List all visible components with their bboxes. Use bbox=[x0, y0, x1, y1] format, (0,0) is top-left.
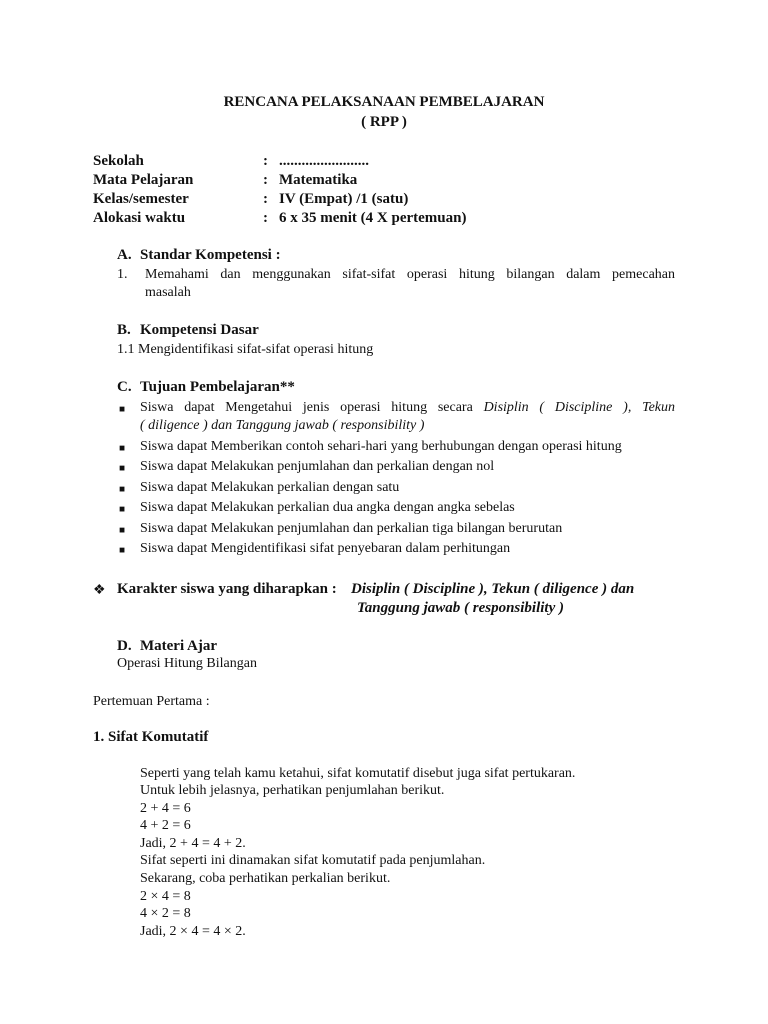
objective-item: Siswa dapat Melakukan penjumlahan dan perkalian tiga bilangan berurutan bbox=[140, 521, 563, 536]
sifat-line: Seperti yang telah kamu ketahui, sifat komutatif disebut juga sifat pertukaran. bbox=[140, 766, 576, 781]
objective-item: Siswa dapat Melakukan perkalian dua angka dengan angka sebelas bbox=[140, 500, 515, 515]
objective-item-1-line1: Siswa dapat Mengetahui jenis operasi hitung secara Disiplin ( Discipline ), Tekun bbox=[140, 400, 676, 415]
sifat-line: 2 + 4 = 6 bbox=[140, 801, 191, 816]
identity-value-kelas: IV (Empat) /1 (satu) bbox=[279, 191, 409, 207]
identity-colon: : bbox=[263, 172, 268, 188]
identity-label-alokasi: Alokasi waktu bbox=[93, 210, 186, 226]
sifat-line: 4 × 2 = 8 bbox=[140, 906, 191, 921]
document-title: RENCANA PELAKSANAAN PEMBELAJARAN bbox=[223, 94, 545, 110]
karakter-line2: Tanggung jawab ( responsibility ) bbox=[357, 600, 564, 616]
section-b-heading: Kompetensi Dasar bbox=[140, 322, 259, 338]
identity-label-sekolah: Sekolah bbox=[93, 153, 144, 169]
objective-item: Siswa dapat Memberikan contoh sehari-hari yang berhubungan dengan operasi hitung bbox=[140, 439, 622, 454]
section-a-heading: Standar Kompetensi : bbox=[140, 247, 281, 263]
section-a-item-line1: Memahami dan menggunakan sifat-sifat operasi hitung bilangan dalam pemecahan bbox=[145, 267, 675, 282]
meeting-label: Pertemuan Pertama : bbox=[93, 694, 210, 709]
karakter-line1: Disiplin ( Discipline ), Tekun ( diligence ) dan bbox=[351, 581, 635, 597]
identity-value-mata-pelajaran: Matematika bbox=[279, 172, 358, 188]
bullet-icon: ■ bbox=[119, 504, 126, 515]
objective-item: Siswa dapat Melakukan penjumlahan dan perkalian dengan nol bbox=[140, 459, 495, 474]
objective-item-1-line2: ( diligence ) dan Tanggung jawab ( responsibility ) bbox=[140, 418, 425, 433]
identity-colon: : bbox=[263, 191, 268, 207]
identity-label-kelas: Kelas/semester bbox=[93, 191, 189, 207]
identity-label-mata-pelajaran: Mata Pelajaran bbox=[93, 172, 194, 188]
sifat-line: Jadi, 2 × 4 = 4 × 2. bbox=[140, 924, 246, 939]
objective-item: Siswa dapat Mengidentifikasi sifat penyebaran dalam perhitungan bbox=[140, 541, 511, 556]
section-a-item-line2: masalah bbox=[145, 285, 191, 300]
section-d-body: Operasi Hitung Bilangan bbox=[117, 656, 257, 671]
identity-value-sekolah: ........................ bbox=[279, 153, 369, 169]
section-c-heading: Tujuan Pembelajaran** bbox=[140, 379, 295, 395]
section-b-item: 1.1 Mengidentifikasi sifat-sifat operasi hitung bbox=[117, 342, 374, 357]
section-c-letter: C. bbox=[117, 379, 132, 395]
identity-colon: : bbox=[263, 210, 268, 226]
bullet-icon: ■ bbox=[119, 545, 126, 556]
sifat-line: 4 + 2 = 6 bbox=[140, 818, 191, 833]
identity-colon: : bbox=[263, 153, 268, 169]
sifat-line: Jadi, 2 + 4 = 4 + 2. bbox=[140, 836, 246, 851]
section-a-item-number: 1. bbox=[117, 267, 128, 282]
bullet-icon: ■ bbox=[119, 525, 126, 536]
karakter-label: Karakter siswa yang diharapkan : bbox=[117, 581, 337, 597]
sifat-line: Sifat seperti ini dinamakan sifat komutatif pada penjumlahan. bbox=[140, 853, 486, 868]
diamond-bullet-icon: ❖ bbox=[93, 583, 106, 598]
document-subtitle: ( RPP ) bbox=[361, 114, 407, 130]
bullet-icon: ■ bbox=[119, 443, 126, 454]
bullet-icon: ■ bbox=[119, 463, 126, 474]
section-b-letter: B. bbox=[117, 322, 131, 338]
section-d-letter: D. bbox=[117, 638, 132, 654]
sifat-line: 2 × 4 = 8 bbox=[140, 889, 191, 904]
bullet-icon: ■ bbox=[119, 484, 126, 495]
identity-value-alokasi: 6 x 35 menit (4 X pertemuan) bbox=[279, 210, 467, 226]
objective-item: Siswa dapat Melakukan perkalian dengan satu bbox=[140, 480, 400, 495]
bullet-icon: ■ bbox=[119, 404, 126, 415]
sifat-line: Sekarang, coba perhatikan perkalian berikut. bbox=[140, 871, 391, 886]
sifat-heading: 1. Sifat Komutatif bbox=[93, 729, 209, 745]
section-d-heading: Materi Ajar bbox=[140, 638, 218, 654]
section-a-letter: A. bbox=[117, 247, 132, 263]
sifat-line: Untuk lebih jelasnya, perhatikan penjumlahan berikut. bbox=[140, 783, 445, 798]
